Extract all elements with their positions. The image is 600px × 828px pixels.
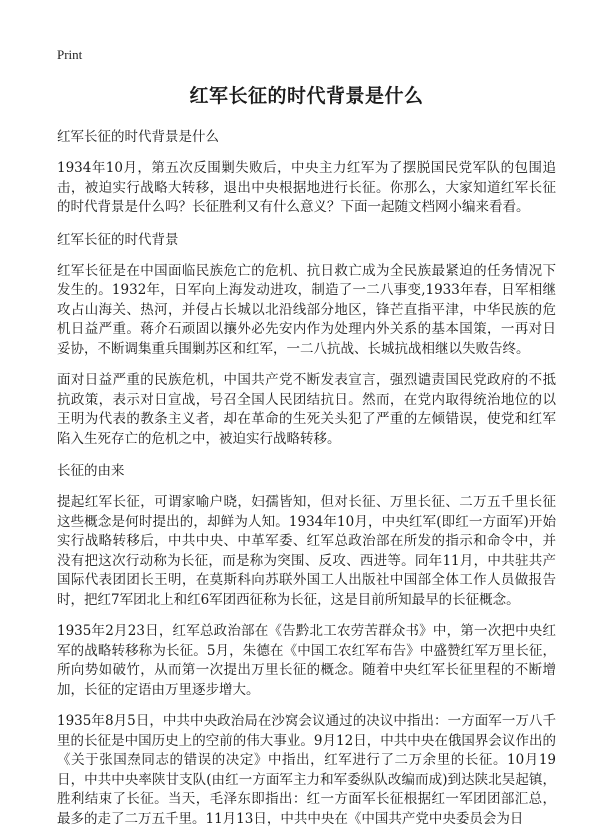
print-link[interactable]: Print bbox=[57, 47, 83, 62]
paragraph: 提起红军长征，可谓家喻户晓，妇孺皆知，但对长征、万里长征、二万五千里长征这些概念是何时提出的，却鲜为人知。1934年10月，中央红军(即红一方面军)开始实行战略转移后，中共中央、中革军委、红军总政治部在所发的指示和命令中，并没有把这次行动称为长征，而是称为突围、反攻、西进等。同年11月，中共驻共产国际代表团团长王明，在莫斯科向苏联外国工人出版社中国部全体工作人员做报告时，把红7军团北上和红6军团西征称为长征，这是目前所知最早的长征概念。 bbox=[57, 494, 556, 608]
section-heading: 红军长征的时代背景 bbox=[57, 231, 179, 248]
paragraph: 面对日益严重的民族危机，中国共产党不断发表宣言，强烈谴责国民党政府的不抵抗政策，表示对日宣战，号召全国人民团结抗日。然而，在党内取得统治地位的以王明为代表的教条主义者，却在革命的生死关头犯了严重的左倾错误，使党和红军陷入生死存亡的危机之中，被迫实行战略转移。 bbox=[57, 372, 556, 447]
paragraph: 1935年2月23日，红军总政治部在《告黔北工农劳苦群众书》中，第一次把中央红军的战略转移称为长征。5月，朱德在《中国工农红军布告》中盛赞红军万里长征，所向势如破竹，从而第一次提出万里长征的概念。随着中央红军长征里程的不断增加，长征的定语由万里逐步增大。 bbox=[57, 623, 556, 698]
article-body bbox=[57, 127, 556, 828]
paragraph: 1935年8月5日，中共中央政治局在沙窝会议通过的决议中指出：一方面军一万八千里的长征是中国历史上的空前的伟大事业。9月12日，中共中央在俄国界会议作出的《关于张国焘同志的错误的决定》中指出，红军进行了二万余里的长征。10月19日，中共中央率陕甘支队(由红一方面军主力和军委纵队改编而成)到达陕北吴起镇，胜利结束了长征。当天，毛泽东即指出：红一方面军长征根据红一军团团部汇总，最多的走了二万五千里。11月13日，中共中央在《中国共产党中央委员会为日 bbox=[57, 713, 556, 827]
page-title: 红军长征的时代背景是什么 bbox=[189, 85, 424, 107]
paragraph: 红军长征是在中国面临民族危亡的危机、抗日救亡成为全民族最紧迫的任务情况下发生的。1932年，日军向上海发动进攻，制造了一二八事变,1933年春，日军相继攻占山海关、热河，并侵占长城以北沿线部分地区，锋芒直指平津，中华民族的危机日益严重。蒋介石顽固以攘外必先安内作为处理内外关系的基本国策，一再对日妥协，不断调集重兵围剿苏区和红军，一二八抗战、长城抗战相继以失败告终。 bbox=[57, 262, 556, 357]
paragraph: 1934年10月，第五次反围剿失败后，中央主力红军为了摆脱国民党军队的包围追击，被迫实行战略大转移，退出中央根据地进行长征。你那么，大家知道红军长征的时代背景是什么吗？长征胜利又有什么意义？下面一起随文档网小编来看看。 bbox=[57, 160, 556, 215]
section-heading: 红军长征的时代背景是什么 bbox=[57, 129, 219, 145]
section-heading: 长征的由来 bbox=[57, 463, 125, 479]
